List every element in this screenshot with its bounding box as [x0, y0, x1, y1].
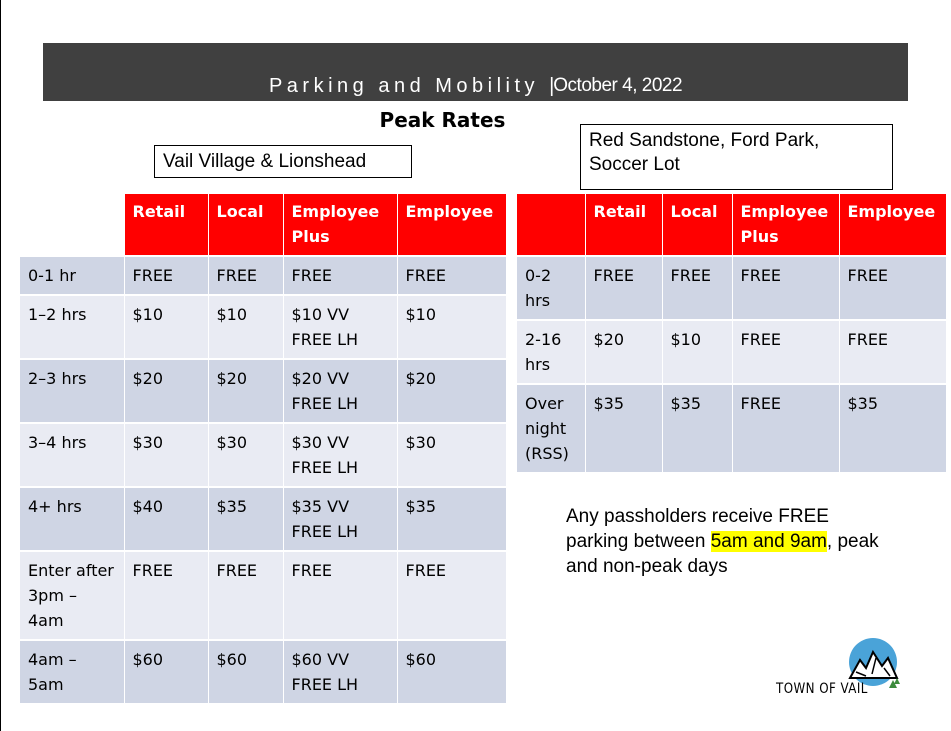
red-sandstone-label-line2: Soccer Lot — [589, 154, 680, 175]
table-row — [20, 551, 506, 640]
table-header-row — [20, 194, 506, 256]
rate-cell: FREE — [208, 551, 283, 640]
header-cell-employee: Employee — [397, 194, 506, 256]
row-label-cell: 1–2 hrs — [20, 295, 124, 359]
table-row — [20, 295, 506, 359]
table-row — [20, 640, 506, 704]
rate-cell: $60 — [208, 640, 283, 704]
rate-cell: FREE — [124, 551, 208, 640]
red-sandstone-rates-table — [517, 194, 947, 474]
rate-cell: $60 — [124, 640, 208, 704]
rate-cell: $35 — [397, 487, 506, 551]
row-label-cell: Enter after 3pm – 4am — [20, 551, 124, 640]
rate-cell: $35 — [839, 384, 946, 473]
rate-cell: $30 — [397, 423, 506, 487]
rate-cell: $10 VV FREE LH — [283, 295, 397, 359]
table-row — [517, 256, 946, 320]
rate-cell: FREE — [839, 320, 946, 384]
section-title: Peak Rates — [379, 108, 506, 132]
rate-cell: $35 VV FREE LH — [283, 487, 397, 551]
rate-cell: $30 — [208, 423, 283, 487]
rate-cell: $35 — [208, 487, 283, 551]
header-date: October 4, 2022 — [553, 75, 683, 96]
row-label-cell: 2-16 hrs — [517, 320, 585, 384]
header-separator: | — [549, 74, 554, 97]
row-label-cell: 2–3 hrs — [20, 359, 124, 423]
red-sandstone-label — [580, 124, 893, 190]
rate-cell: FREE — [585, 256, 662, 320]
row-label-cell: 4am – 5am — [20, 640, 124, 704]
rate-cell: $60 VV FREE LH — [283, 640, 397, 704]
logo-text: TOWN OF VAIL — [776, 681, 868, 697]
rate-cell: $10 — [124, 295, 208, 359]
rate-cell: FREE — [124, 256, 208, 295]
rate-cell: $10 — [397, 295, 506, 359]
row-label-cell: 4+ hrs — [20, 487, 124, 551]
table-header-row — [517, 194, 946, 256]
rate-cell: $30 VV FREE LH — [283, 423, 397, 487]
vail-rates-table — [20, 194, 507, 705]
red-sandstone-label-line1: Red Sandstone, Ford Park, — [589, 130, 820, 151]
rate-cell: $35 — [585, 384, 662, 473]
rate-cell: $20 — [397, 359, 506, 423]
header-cell-blank — [20, 194, 124, 256]
row-label-cell: 3–4 hrs — [20, 423, 124, 487]
note-text-before: Any passholders receive FREE parking between — [566, 506, 829, 552]
rate-cell: FREE — [662, 256, 732, 320]
header-bar — [43, 43, 908, 101]
rate-cell: $20 VV FREE LH — [283, 359, 397, 423]
rate-cell: $60 — [397, 640, 506, 704]
rate-cell: FREE — [397, 551, 506, 640]
rate-cell: FREE — [839, 256, 946, 320]
rate-cell: FREE — [283, 256, 397, 295]
header-cell-employee-plus: Employee Plus — [732, 194, 839, 256]
passholder-note — [566, 504, 886, 579]
rate-cell: FREE — [397, 256, 506, 295]
row-label-cell: 0-1 hr — [20, 256, 124, 295]
header-cell-retail: Retail — [124, 194, 208, 256]
rate-cell: FREE — [208, 256, 283, 295]
rate-cell: FREE — [732, 320, 839, 384]
rate-cell: $35 — [662, 384, 732, 473]
rate-cell: FREE — [283, 551, 397, 640]
rate-cell: $20 — [585, 320, 662, 384]
table-row — [20, 487, 506, 551]
vail-village-label: Vail Village & Lionshead — [154, 145, 412, 178]
table-row — [517, 320, 946, 384]
header-cell-employee: Employee — [839, 194, 946, 256]
vail-rates-body — [20, 256, 506, 704]
table-row — [20, 256, 506, 295]
header-title: Parking and Mobility — [268, 74, 540, 97]
header-cell-blank — [517, 194, 585, 256]
header-cell-employee-plus: Employee Plus — [283, 194, 397, 256]
header-text — [43, 71, 908, 101]
rate-cell: $10 — [662, 320, 732, 384]
town-of-vail-logo — [776, 638, 906, 706]
rate-cell: $20 — [208, 359, 283, 423]
page-left-rule — [0, 0, 1, 731]
table-row — [517, 384, 946, 473]
rate-cell: FREE — [732, 384, 839, 473]
header-cell-local: Local — [208, 194, 283, 256]
note-highlight: 5am and 9am — [710, 531, 827, 552]
red-sandstone-rates-body — [517, 256, 946, 473]
table-row — [20, 423, 506, 487]
header-cell-local: Local — [662, 194, 732, 256]
rate-cell: $20 — [124, 359, 208, 423]
row-label-cell: Over night (RSS) — [517, 384, 585, 473]
rate-cell: $30 — [124, 423, 208, 487]
rate-cell: FREE — [732, 256, 839, 320]
header-cell-retail: Retail — [585, 194, 662, 256]
rate-cell: $10 — [208, 295, 283, 359]
row-label-cell: 0-2 hrs — [517, 256, 585, 320]
note-text-after: , peak and non-peak days — [566, 531, 879, 577]
rate-cell: $40 — [124, 487, 208, 551]
table-row — [20, 359, 506, 423]
